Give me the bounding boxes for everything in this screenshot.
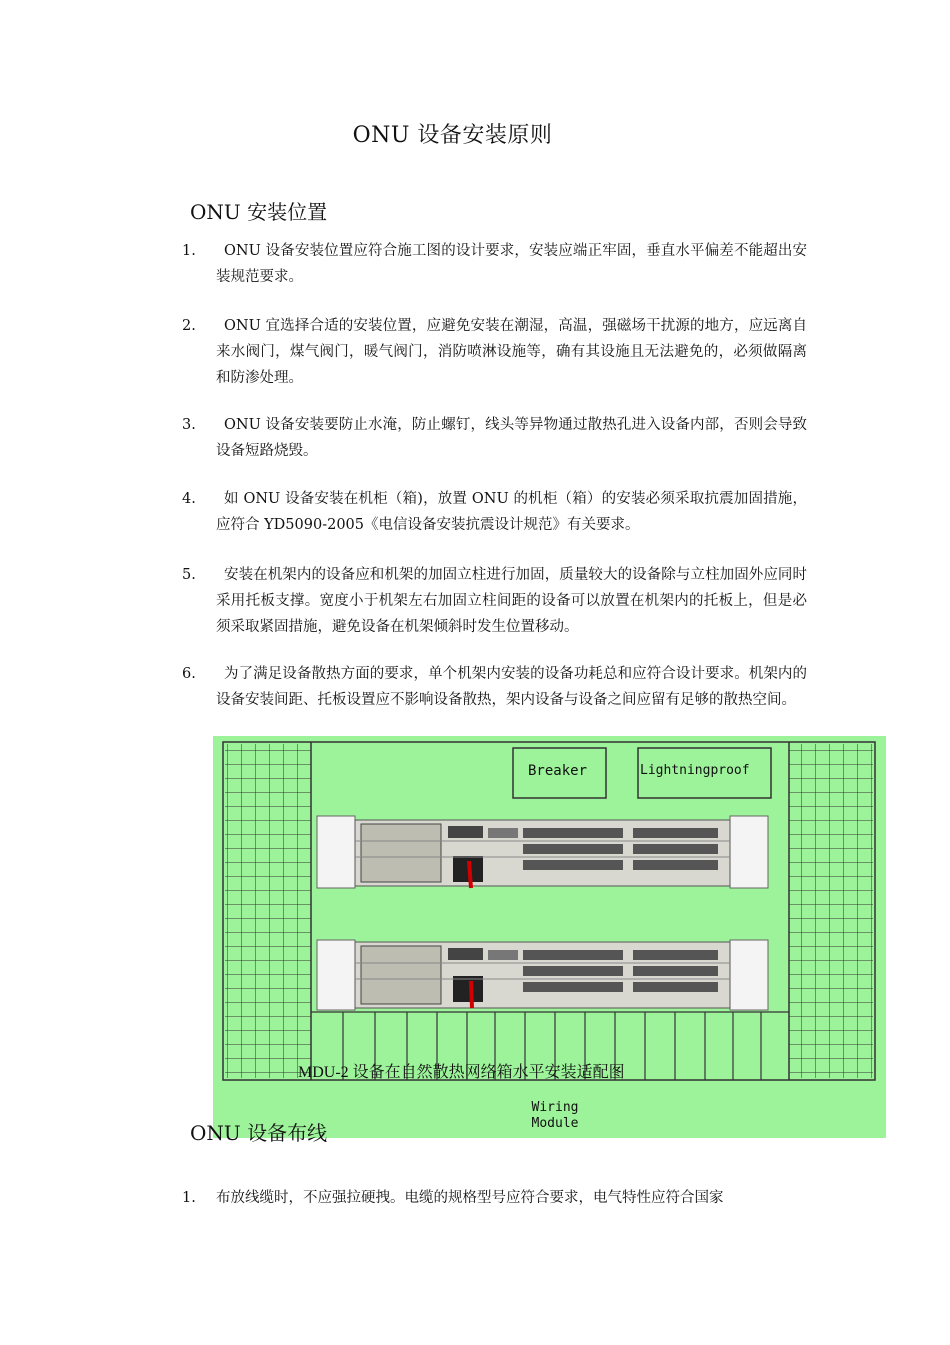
- wiring-module-label: Wiring Module: [531, 1100, 579, 1131]
- section-heading-cabling: ONU 设备布线: [190, 1121, 328, 1145]
- lightningproof-label: Lightningproof: [640, 763, 750, 778]
- section-heading-install-location: ONU 安装位置: [190, 200, 328, 224]
- list-item: 4. 如 ONU 设备安装在机柜（箱)，放置 ONU 的机柜（箱）的安装必须采取抗震加固措施，应符合 YD5090-2005《电信设备安装抗震设计规范》有关要求。: [182, 486, 807, 538]
- list-item: 1. 布放线缆时，不应强拉硬拽。电缆的规格型号应符合要求，电气特性应符合国家: [182, 1185, 807, 1211]
- onu-device-2: [317, 940, 768, 1010]
- breaker-label: Breaker: [528, 763, 588, 779]
- list-item-text: 如 ONU 设备安装在机柜（箱)，放置 ONU 的机柜（箱）的安装必须采取抗震加固措施，应符合 YD5090-2005《电信设备安装抗震设计规范》有关要求。: [216, 491, 807, 533]
- list-item-text: ONU 宜选择合适的安装位置，应避免安装在潮湿，高温，强磁场干扰源的地方，应远离自来水阀门，煤气阀门，暖气阀门，消防喷淋设施等，确有其设施且无法避免的，必须做隔离和防渗处理。: [216, 318, 807, 386]
- list-item: 1. ONU 设备安装位置应符合施工图的设计要求，安装应端正牢固，垂直水平偏差不能超出安装规范要求。: [182, 238, 807, 290]
- left-ventilation-grid: [225, 744, 311, 1078]
- list-item: 3. ONU 设备安装要防止水淹，防止螺钉，线头等异物通过散热孔进入设备内部，否则会导致设备短路烧毁。: [182, 412, 807, 464]
- list-item-text: 为了满足设备散热方面的要求，单个机架内安装的设备功耗总和应符合设计要求。机架内的设备安装间距、托板设置应不影响设备散热，架内设备与设备之间应留有足够的散热空间。: [216, 666, 807, 708]
- list-item: 5. 安装在机架内的设备应和机架的加固立柱进行加固，质量较大的设备除与立柱加固外应同时采用托板支撑。宽度小于机架左右加固立柱间距的设备可以放置在机架内的托板上，但是必须采取紧固措施，避免设备在机架倾斜时发生位置移动。: [182, 562, 807, 640]
- list-item-text: 布放线缆时，不应强拉硬拽。电缆的规格型号应符合要求，电气特性应符合国家: [216, 1190, 724, 1206]
- figure-caption: MDU-2 设备在自然散热网络箱水平安装适配图: [298, 1064, 625, 1081]
- list-item: 6. 为了满足设备散热方面的要求，单个机架内安装的设备功耗总和应符合设计要求。机架内的设备安装间距、托板设置应不影响设备散热，架内设备与设备之间应留有足够的散热空间。: [182, 661, 807, 713]
- list-item-text: ONU 设备安装要防止水淹，防止螺钉，线头等异物通过散热孔进入设备内部，否则会导致设备短路烧毁。: [216, 417, 807, 459]
- onu-device-1: [317, 816, 768, 888]
- list-item-text: ONU 设备安装位置应符合施工图的设计要求，安装应端正牢固，垂直水平偏差不能超出安装规范要求。: [216, 243, 807, 285]
- document-title: ONU 设备安装原则: [352, 123, 553, 148]
- right-ventilation-grid: [789, 744, 873, 1078]
- list-item-text: 安装在机架内的设备应和机架的加固立柱进行加固，质量较大的设备除与立柱加固外应同时采用托板支撑。宽度小于机架左右加固立柱间距的设备可以放置在机架内的托板上，但是必须采取紧固措施，避免设备在机架倾斜时发生位置移动。: [216, 567, 807, 635]
- list-item: 2. ONU 宜选择合适的安装位置，应避免安装在潮湿，高温，强磁场干扰源的地方，应远离自来水阀门，煤气阀门，暖气阀门，消防喷淋设施等，确有其设施且无法避免的，必须做隔离和防渗处理。: [182, 313, 807, 391]
